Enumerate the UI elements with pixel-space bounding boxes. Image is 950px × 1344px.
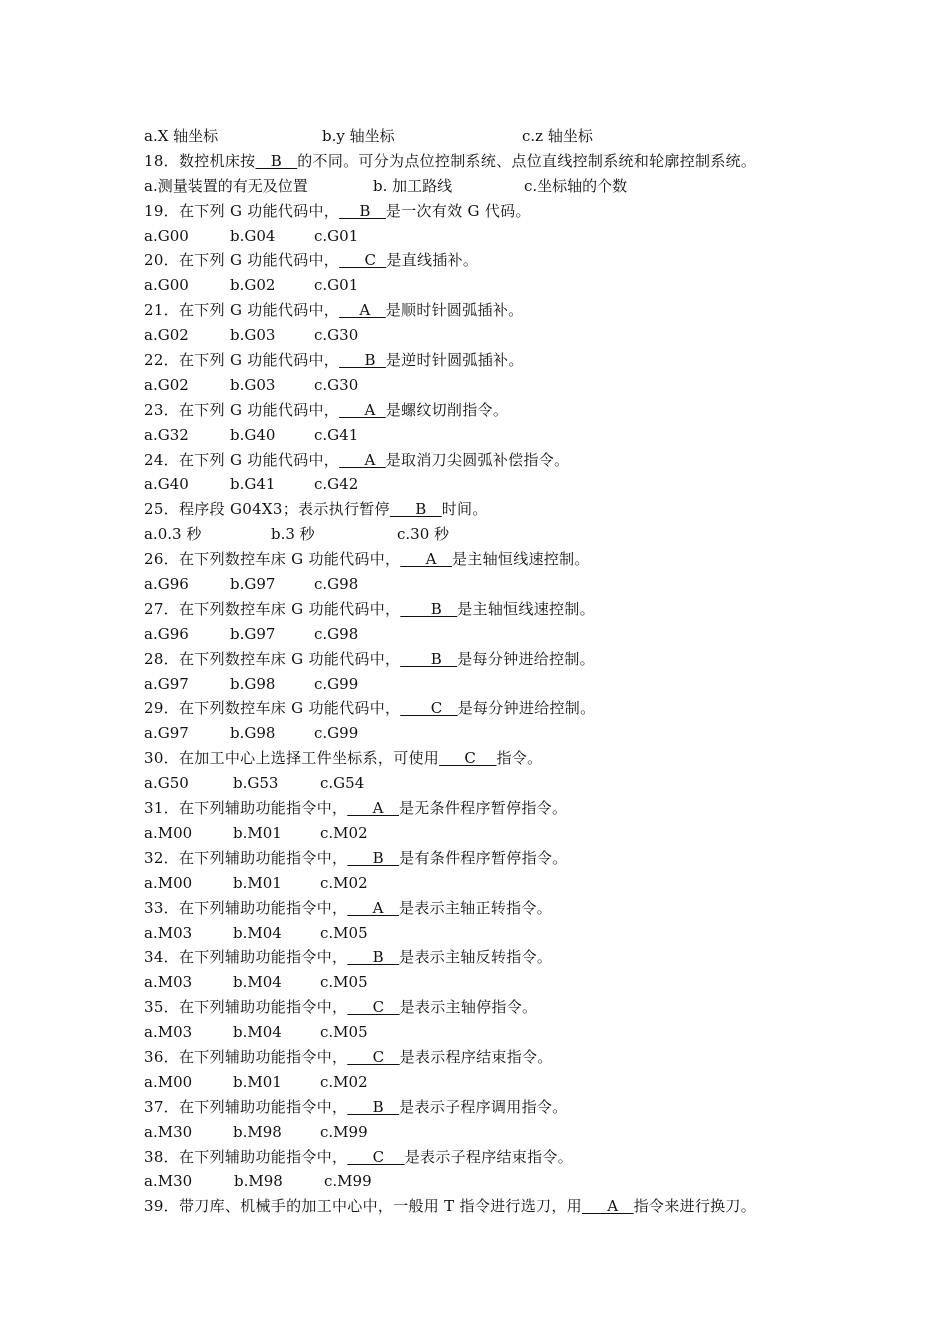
option-b: b.G97 [230,575,276,594]
question-text-tail: 是主轴恒线速控制。 [452,550,590,569]
option-b: b.y 轴坐标 [322,127,395,145]
answer-blank: A [339,301,386,320]
option-b: b. 加工路线 [373,176,453,195]
question-text: 30．在加工中心上选择工件坐标系，可使用 [144,749,440,768]
question-line [144,497,844,522]
question-line [144,1194,844,1219]
option-a: a.测量装置的有无及位置 [144,176,308,195]
answer-blank: A [400,550,452,569]
question-text: 27．在下列数控车床 G 功能代码中， [144,599,401,618]
question-line [144,647,844,672]
option-b: b.M01 [233,873,282,892]
option-b: b.M04 [233,1023,282,1042]
option-a: a.0.3 秒 [144,525,202,544]
question-text-tail: 指令。 [496,749,543,768]
question-line [144,945,844,970]
option-c: c.G54 [320,774,365,793]
question-text: 33．在下列辅助功能指令中， [144,898,348,917]
question-text-tail: 是直线插补。 [386,251,479,270]
option-a: a.M00 [144,873,193,892]
question-line [144,199,844,224]
question-line [144,149,844,174]
option-b: b.M04 [233,923,282,942]
option-c: c.G30 [314,326,359,345]
answer-blank: A [347,898,399,917]
answer-blank: C [347,1147,405,1166]
option-a: a.M00 [144,1072,193,1091]
question-text-tail: 是逆时针圆弧插补。 [385,351,524,370]
question-line [144,448,844,473]
option-a: a.G97 [144,724,189,743]
question-line [144,995,844,1020]
question-text: 25．程序段 G04X3；表示执行暂停 [144,500,390,519]
question-line [144,896,844,921]
options-line [144,970,844,995]
option-b: b.G03 [230,375,276,394]
question-text-tail: 指令来进行换刀。 [633,1197,757,1216]
question-text-tail: 是取消刀尖圆弧补偿指令。 [385,450,570,469]
question-text-tail: 是每分钟进给控制。 [457,699,596,718]
option-a: a.G02 [144,375,189,394]
answer-blank: B [347,848,400,867]
option-c: c.M99 [324,1172,372,1191]
answer-blank: B [339,201,386,220]
options-line [144,871,844,896]
option-c: c.M99 [320,1122,368,1141]
option-b: b.G41 [230,475,276,494]
question-line [144,796,844,821]
answer-blank: A [339,400,386,419]
answer-blank: A [339,450,386,469]
options-line [144,224,844,249]
question-text: 38．在下列辅助功能指令中， [144,1147,348,1166]
options-line [144,1020,844,1045]
question-text-tail: 是表示主轴正转指令。 [398,898,552,917]
option-c: c.M05 [320,973,368,992]
options-line [144,921,844,946]
question-text: 19．在下列 G 功能代码中， [144,201,340,220]
question-text-tail: 是有条件程序暂停指令。 [399,848,568,867]
question-text-tail: 是主轴恒线速控制。 [457,599,595,618]
question-line [144,348,844,373]
question-text-tail: 是无条件程序暂停指令。 [398,799,568,818]
option-a: a.G96 [144,575,189,594]
options-line [144,174,844,199]
question-text: 35．在下列辅助功能指令中， [144,998,348,1017]
option-b: b.G04 [230,226,276,245]
option-c: c.G98 [314,575,359,594]
question-text-tail: 是顺时针圆弧插补。 [385,301,524,320]
answer-blank: A [581,1197,634,1216]
options-line [144,771,844,796]
option-b: b.3 秒 [271,525,315,544]
question-text: 18．数控机床按 [144,151,256,170]
option-c: c.M05 [320,1023,368,1042]
option-a: a.G40 [144,475,189,494]
question-text-tail: 是表示主轴停指令。 [399,998,538,1017]
question-text-tail: 是表示主轴反转指令。 [399,948,553,967]
question-line [144,746,844,771]
option-a: a.G97 [144,674,189,693]
options-line [144,572,844,597]
question-text: 21．在下列 G 功能代码中， [144,301,340,320]
option-b: b.M04 [233,973,282,992]
options-line [144,1070,844,1095]
option-b: b.M01 [233,823,282,842]
answer-blank: B [400,649,458,668]
question-text: 39．带刀库、机械手的加工中心中，一般用 T 指令进行选刀，用 [144,1197,582,1216]
answer-blank: C [400,699,458,718]
option-c: c.M02 [320,823,368,842]
options-line [144,821,844,846]
option-a: a.M03 [144,923,193,942]
answer-blank: B [400,599,458,618]
option-b: b.G40 [230,425,276,444]
question-text: 24．在下列 G 功能代码中， [144,450,340,469]
options-line [144,1120,844,1145]
question-text-tail: 时间。 [441,500,488,519]
document-page [144,124,844,1219]
question-text: 23．在下列 G 功能代码中， [144,400,340,419]
option-c: c.M05 [320,923,368,942]
question-line [144,1095,844,1120]
options-line [144,373,844,398]
options-line [144,472,844,497]
question-text: 26．在下列数控车床 G 功能代码中， [144,550,401,569]
option-c: c.G01 [314,276,359,295]
question-text: 31．在下列辅助功能指令中， [144,799,348,818]
option-c: c.G98 [314,624,359,643]
answer-blank: B [339,351,386,370]
question-line [144,696,844,721]
answer-blank: B [255,151,298,170]
option-a: a.M30 [144,1122,193,1141]
question-line [144,846,844,871]
option-a: a.M00 [144,823,193,842]
question-text: 37．在下列辅助功能指令中， [144,1097,348,1116]
option-c: c.G30 [314,375,359,394]
options-line [144,423,844,448]
option-b: b.M98 [233,1122,282,1141]
question-text-tail: 是每分钟进给控制。 [457,649,595,668]
question-line [144,398,844,423]
option-c: c.M02 [320,873,368,892]
option-c: c.30 秒 [397,525,450,544]
question-text: 36．在下列辅助功能指令中， [144,1047,348,1066]
option-a: a.M30 [144,1172,193,1191]
question-text-tail: 是表示子程序结束指令。 [404,1147,573,1166]
option-c: c.z 轴坐标 [522,127,593,145]
option-c: c.G41 [314,425,359,444]
question-text-tail: 是一次有效 G 代码。 [385,201,531,220]
option-c: c.G99 [314,674,359,693]
question-text-tail: 是螺纹切削指令。 [385,400,509,419]
option-b: b.M01 [233,1072,282,1091]
question-text: 20．在下列 G 功能代码中， [144,251,340,270]
question-line [144,1145,844,1170]
answer-blank: B [347,948,400,967]
option-b: b.G98 [230,674,276,693]
answer-blank: C [347,1047,400,1066]
option-a: a.M03 [144,1023,193,1042]
option-b: b.G53 [233,774,279,793]
options-line [144,323,844,348]
question-line [144,298,844,323]
question-text: 32．在下列辅助功能指令中， [144,848,348,867]
option-a: a.M03 [144,973,193,992]
option-b: b.G98 [230,724,276,743]
question-text-tail: 是表示程序结束指令。 [399,1047,553,1066]
question-line [144,547,844,572]
option-a: a.G96 [144,624,189,643]
option-b: b.G02 [230,276,276,295]
question-text: 22．在下列 G 功能代码中， [144,351,340,370]
question-line [144,597,844,622]
option-a: a.G32 [144,425,189,444]
option-c: c.G99 [314,724,359,743]
question-text-tail: 是表示子程序调用指令。 [399,1097,568,1116]
options-line [144,124,844,149]
question-text: 29．在下列数控车床 G 功能代码中， [144,699,401,718]
answer-blank: C [339,251,387,270]
answer-blank: B [347,1097,400,1116]
option-a: a.X 轴坐标 [144,127,219,145]
option-c: c.M02 [320,1072,368,1091]
options-line [144,1169,844,1194]
options-line [144,672,844,697]
option-b: b.G03 [230,326,276,345]
options-line [144,522,844,547]
question-text: 34．在下列辅助功能指令中， [144,948,348,967]
question-text: 28．在下列数控车床 G 功能代码中， [144,649,401,668]
options-line [144,273,844,298]
answer-blank: C [439,749,497,768]
option-a: a.G00 [144,226,189,245]
option-a: a.G02 [144,326,189,345]
answer-blank: B [389,500,442,519]
option-a: a.G50 [144,774,189,793]
option-a: a.G00 [144,276,189,295]
question-line [144,248,844,273]
option-b: b.G97 [230,624,276,643]
question-text-tail: 的不同。可分为点位控制系统、点位直线控制系统和轮廓控制系统。 [297,151,757,170]
question-line [144,1045,844,1070]
answer-blank: C [347,998,400,1017]
options-line [144,721,844,746]
option-c: c.G42 [314,475,359,494]
options-line [144,622,844,647]
option-b: b.M98 [234,1172,283,1191]
option-c: c.坐标轴的个数 [524,176,628,195]
option-c: c.G01 [314,226,359,245]
answer-blank: A [347,799,399,818]
